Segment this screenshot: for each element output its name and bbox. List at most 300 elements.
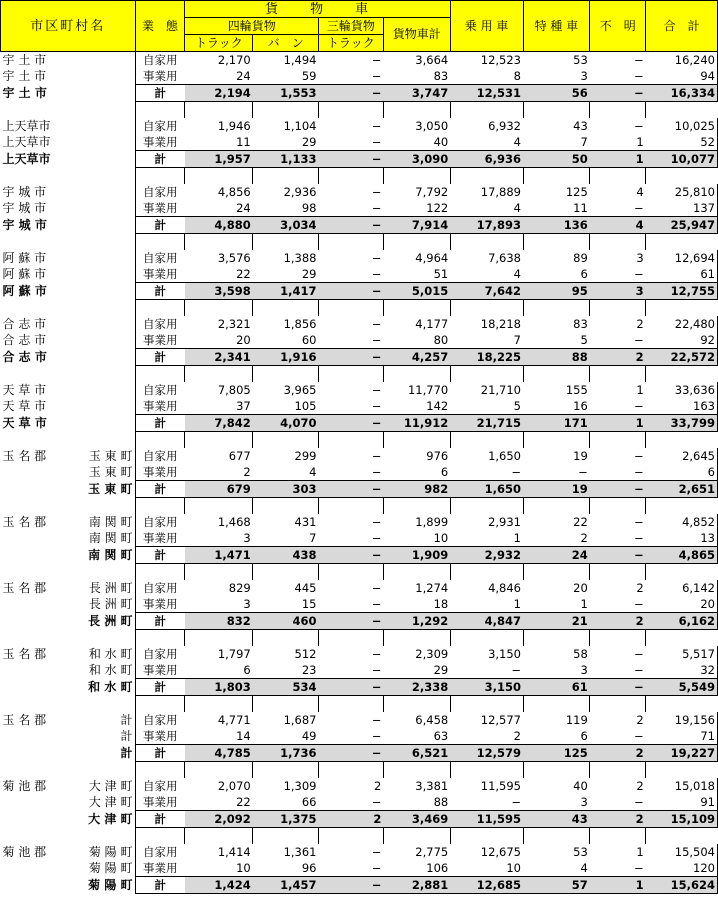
van-cell: 15: [301, 596, 317, 611]
truck-cell: 2,092: [185, 811, 253, 828]
spacer-cell: [450, 234, 523, 251]
three-wheel-truck-cell: −: [371, 382, 382, 397]
municipality-cell: [1, 547, 136, 564]
special-vehicles-cell: 2: [580, 530, 588, 545]
three-wheel-truck-cell: −: [371, 794, 382, 809]
municipality-name: 宇 土 市: [2, 68, 47, 83]
spacer-cell: [1, 102, 136, 119]
freight-total-cell: 11,770: [407, 382, 449, 397]
spacer-cell: [135, 630, 185, 647]
spacer-cell: [135, 432, 185, 449]
truck-cell: 10: [236, 860, 251, 875]
municipality-cell: [1, 217, 136, 234]
freight-total-cell: 2,775: [415, 844, 449, 859]
three-wheel-truck-cell: −: [371, 316, 382, 331]
spacer-cell: [135, 366, 185, 383]
special-vehicles-cell: 21: [523, 613, 590, 630]
unknown-cell: −: [634, 52, 644, 67]
municipality-name: 阿 蘇 市: [2, 250, 47, 265]
spacer-row: [1, 828, 718, 845]
passenger-cars-cell: 2: [513, 728, 521, 743]
unknown-cell: −: [634, 68, 644, 83]
total-cell: 6,162: [646, 613, 718, 630]
truck-cell: 832: [185, 613, 253, 630]
three-wheel-truck-cell: −: [319, 415, 384, 432]
special-vehicles-cell: 89: [573, 250, 588, 265]
table-row: [1, 580, 718, 596]
truck-cell: 1,957: [185, 151, 253, 168]
total-cell: 33,799: [646, 415, 718, 432]
municipality-name: 天 草 市: [2, 382, 47, 397]
special-vehicles-cell: 57: [523, 877, 590, 894]
spacer-cell: [253, 432, 319, 449]
spacer-cell: [1, 630, 136, 647]
spacer-cell: [383, 432, 450, 449]
unknown-cell: 4: [590, 217, 646, 234]
total-cell: 15,018: [646, 778, 718, 794]
spacer-cell: [135, 300, 185, 317]
total-cell: 5,517: [646, 646, 718, 662]
municipality-cell: [1, 85, 136, 102]
truck-cell: 3,598: [185, 283, 253, 300]
unknown-cell: −: [634, 398, 644, 413]
subtotal-row: [1, 811, 718, 828]
total-cell: 22,572: [646, 349, 718, 366]
passenger-cars-cell: 4,846: [488, 580, 521, 595]
truck-cell: 1,803: [185, 679, 253, 696]
business-type-cell: 計: [135, 415, 185, 432]
spacer-cell: [646, 102, 718, 119]
truck-cell: 677: [228, 448, 251, 463]
spacer-cell: [590, 630, 646, 647]
spacer-cell: [383, 366, 450, 383]
van-cell: 431: [294, 514, 317, 529]
three-wheel-truck-cell: −: [371, 596, 382, 611]
spacer-cell: [253, 630, 319, 647]
truck-cell: 37: [236, 398, 251, 413]
spacer-cell: [450, 630, 523, 647]
passenger-cars-cell: 11,595: [450, 811, 523, 828]
municipality-cell: [1, 613, 136, 630]
truck-cell: 829: [228, 580, 251, 595]
truck-cell: 679: [185, 481, 253, 498]
total-cell: 32: [646, 662, 718, 679]
spacer-cell: [523, 432, 590, 449]
municipality-cell: [1, 778, 136, 794]
total-cell: 10,025: [646, 118, 718, 134]
spacer-cell: [590, 432, 646, 449]
truck-cell: 1,414: [217, 844, 251, 859]
business-type-cell: 自家用: [135, 778, 185, 794]
total-cell: 20: [646, 596, 718, 613]
total-cell: 12,694: [646, 250, 718, 266]
total-cell: 120: [646, 860, 718, 877]
freight-total-cell: 3,747: [383, 85, 450, 102]
total-cell: 71: [646, 728, 718, 745]
passenger-cars-cell: 11,595: [480, 778, 521, 793]
total-cell: 22,480: [646, 316, 718, 332]
van-cell: 4,070: [253, 415, 319, 432]
municipality-cell: [1, 250, 136, 266]
special-vehicles-cell: 11: [573, 200, 588, 215]
municipality-name: 和 水 町: [88, 646, 133, 661]
truck-cell: 24: [236, 68, 251, 83]
spacer-cell: [253, 234, 319, 251]
van-cell: 59: [301, 68, 317, 83]
passenger-cars-cell: 17,893: [450, 217, 523, 234]
municipality-name: 長 洲 町: [88, 596, 133, 611]
special-vehicles-cell: 83: [573, 316, 588, 331]
spacer-cell: [590, 234, 646, 251]
spacer-cell: [253, 102, 319, 119]
table-row: [1, 266, 718, 283]
spacer-cell: [1, 498, 136, 515]
table-row: [1, 860, 718, 877]
business-type-cell: 自家用: [135, 316, 185, 332]
total-cell: 16,240: [646, 52, 718, 69]
total-cell: 15,504: [646, 844, 718, 860]
subtotal-row: [1, 151, 718, 168]
unknown-cell: 3: [590, 283, 646, 300]
business-type-cell: 事業用: [135, 728, 185, 745]
business-type-cell: 事業用: [135, 68, 185, 85]
freight-total-cell: 1,292: [383, 613, 450, 630]
business-type-cell: 計: [135, 217, 185, 234]
municipality-cell: [1, 382, 136, 398]
unknown-cell: 4: [636, 184, 644, 199]
special-vehicles-cell: 88: [523, 349, 590, 366]
table-row: [1, 448, 718, 464]
passenger-cars-cell: 17,889: [480, 184, 521, 199]
van-cell: 3,965: [283, 382, 317, 397]
total-cell: 163: [646, 398, 718, 415]
municipality-name: 和 水 町: [88, 679, 133, 694]
spacer-cell: [1, 234, 136, 251]
business-type-cell: 計: [135, 745, 185, 762]
subtotal-row: [1, 547, 718, 564]
special-vehicles-cell: 43: [523, 811, 590, 828]
freight-total-cell: 10: [433, 530, 449, 545]
municipality-name: 玉 東 町: [88, 448, 133, 463]
spacer-cell: [450, 366, 523, 383]
freight-total-cell: 40: [433, 134, 449, 149]
subtotal-row: [1, 415, 718, 432]
district-name: 玉 名 郡: [2, 448, 47, 463]
spacer-cell: [135, 102, 185, 119]
spacer-cell: [590, 102, 646, 119]
spacer-cell: [185, 762, 253, 779]
spacer-cell: [319, 168, 384, 185]
total-cell: 15,109: [646, 811, 718, 828]
spacer-cell: [319, 432, 384, 449]
passenger-cars-cell: 12,579: [450, 745, 523, 762]
freight-total-cell: 2,881: [383, 877, 450, 894]
spacer-cell: [253, 828, 319, 845]
municipality-cell: [1, 118, 136, 134]
passenger-cars-cell: 4: [513, 200, 521, 215]
truck-cell: 3: [243, 596, 251, 611]
spacer-cell: [185, 432, 253, 449]
special-vehicles-cell: 19: [573, 448, 588, 463]
municipality-name: 和 水 町: [88, 662, 133, 677]
spacer-cell: [450, 300, 523, 317]
municipality-name: 長 洲 町: [88, 613, 133, 628]
total-cell: 19,156: [646, 712, 718, 728]
municipality-cell: [1, 877, 136, 894]
unknown-cell: −: [634, 596, 644, 611]
municipality-name: 合 志 市: [2, 349, 47, 364]
freight-total-cell: 7,914: [383, 217, 450, 234]
spacer-cell: [185, 564, 253, 581]
truck-cell: 2,194: [185, 85, 253, 102]
special-vehicles-cell: 155: [565, 382, 588, 397]
municipality-name: 玉 東 町: [88, 464, 133, 479]
municipality-cell: [1, 415, 136, 432]
van-cell: 29: [301, 134, 317, 149]
van-cell: 98: [301, 200, 317, 215]
municipality-name: 合 志 市: [2, 316, 47, 331]
spacer-cell: [450, 432, 523, 449]
three-wheel-truck-cell: −: [371, 332, 382, 347]
van-cell: 1,388: [283, 250, 317, 265]
three-wheel-truck-cell: −: [319, 283, 384, 300]
special-vehicles-cell: 5: [580, 332, 588, 347]
total-cell: 16,334: [646, 85, 718, 102]
spacer-cell: [253, 564, 319, 581]
subtotal-row: [1, 679, 718, 696]
passenger-cars-cell: 1: [513, 596, 521, 611]
spacer-row: [1, 696, 718, 713]
business-type-cell: 自家用: [135, 52, 185, 69]
spacer-cell: [383, 564, 450, 581]
header-three-wheel-freight: 三輪貨物: [319, 18, 384, 35]
freight-total-cell: 4,257: [383, 349, 450, 366]
table-row: [1, 464, 718, 481]
spacer-cell: [590, 828, 646, 845]
special-vehicles-cell: 125: [565, 184, 588, 199]
table-row: [1, 200, 718, 217]
municipality-name: 天 草 市: [2, 398, 47, 413]
van-cell: 460: [253, 613, 319, 630]
three-wheel-truck-cell: −: [371, 712, 382, 727]
municipality-name: 菊 陽 町: [88, 860, 133, 875]
truck-cell: 22: [236, 266, 251, 281]
freight-total-cell: 106: [426, 860, 449, 875]
special-vehicles-cell: 4: [580, 860, 588, 875]
table-row: [1, 662, 718, 679]
passenger-cars-cell: 6,932: [488, 118, 521, 133]
freight-total-cell: 2,309: [415, 646, 449, 661]
spacer-cell: [1, 366, 136, 383]
unknown-cell: 2: [636, 580, 644, 595]
spacer-cell: [185, 300, 253, 317]
passenger-cars-cell: 3,150: [488, 646, 521, 661]
three-wheel-truck-cell: −: [371, 200, 382, 215]
van-cell: 105: [294, 398, 317, 413]
header-municipality: 市区町村名: [1, 1, 136, 52]
special-vehicles-cell: 171: [523, 415, 590, 432]
header-truck: トラック: [185, 35, 253, 52]
municipality-cell: [1, 646, 136, 662]
special-vehicles-cell: 24: [523, 547, 590, 564]
unknown-cell: −: [634, 118, 644, 133]
business-type-cell: 計: [135, 349, 185, 366]
unknown-cell: −: [634, 794, 644, 809]
spacer-cell: [383, 630, 450, 647]
three-wheel-truck-cell: −: [319, 481, 384, 498]
unknown-cell: 1: [636, 134, 644, 149]
special-vehicles-cell: 50: [523, 151, 590, 168]
total-cell: 2,651: [646, 481, 718, 498]
header-row-1: [1, 1, 718, 18]
municipality-cell: [1, 464, 136, 481]
passenger-cars-cell: 2,931: [488, 514, 521, 529]
unknown-cell: 2: [636, 778, 644, 793]
spacer-cell: [450, 498, 523, 515]
unknown-cell: −: [590, 85, 646, 102]
spacer-cell: [319, 828, 384, 845]
business-type-cell: 自家用: [135, 382, 185, 398]
municipality-cell: [1, 68, 136, 85]
spacer-cell: [383, 300, 450, 317]
table-row: [1, 52, 718, 69]
three-wheel-truck-cell: 2: [374, 778, 382, 793]
total-cell: 15,624: [646, 877, 718, 894]
spacer-cell: [1, 432, 136, 449]
special-vehicles-cell: 6: [580, 728, 588, 743]
district-name: 菊 池 郡: [2, 778, 47, 793]
truck-cell: 1,424: [185, 877, 253, 894]
passenger-cars-cell: 10: [506, 860, 521, 875]
special-vehicles-cell: 58: [573, 646, 588, 661]
business-type-cell: 自家用: [135, 250, 185, 266]
special-vehicles-cell: 22: [573, 514, 588, 529]
business-type-cell: 自家用: [135, 580, 185, 596]
spacer-row: [1, 762, 718, 779]
municipality-cell: [1, 481, 136, 498]
business-type-cell: 計: [135, 679, 185, 696]
van-cell: 1,687: [283, 712, 317, 727]
passenger-cars-cell: 6,936: [450, 151, 523, 168]
freight-total-cell: 51: [433, 266, 449, 281]
municipality-cell: [1, 184, 136, 200]
spacer-cell: [319, 300, 384, 317]
spacer-cell: [523, 828, 590, 845]
total-cell: 4,865: [646, 547, 718, 564]
truck-cell: 2: [243, 464, 251, 479]
spacer-cell: [319, 696, 384, 713]
unknown-cell: 2: [590, 349, 646, 366]
spacer-cell: [590, 168, 646, 185]
van-cell: 1,375: [253, 811, 319, 828]
spacer-row: [1, 432, 718, 449]
district-name: 玉 名 郡: [2, 514, 47, 529]
unknown-cell: −: [634, 464, 644, 479]
freight-total-cell: 6: [440, 464, 449, 479]
truck-cell: 3,576: [217, 250, 251, 265]
spacer-cell: [646, 498, 718, 515]
special-vehicles-cell: 125: [523, 745, 590, 762]
spacer-cell: [590, 564, 646, 581]
freight-total-cell: 63: [433, 728, 449, 743]
municipality-name: 大 津 町: [88, 811, 133, 826]
van-cell: 29: [301, 266, 317, 281]
three-wheel-truck-cell: −: [371, 728, 382, 743]
municipality-name: 長 洲 町: [88, 580, 133, 595]
unknown-cell: −: [634, 530, 644, 545]
subtotal-row: [1, 613, 718, 630]
freight-total-cell: 1,899: [415, 514, 449, 529]
three-wheel-truck-cell: −: [371, 52, 382, 67]
municipality-name: 宇 城 市: [2, 217, 47, 232]
freight-total-cell: 976: [426, 448, 449, 463]
truck-cell: 1,797: [217, 646, 251, 661]
passenger-cars-cell: 12,523: [480, 52, 521, 67]
truck-cell: 4,785: [185, 745, 253, 762]
total-cell: 137: [646, 200, 718, 217]
header-van: バ ン: [253, 35, 319, 52]
three-wheel-truck-cell: −: [319, 613, 384, 630]
spacer-cell: [135, 498, 185, 515]
special-vehicles-cell: 16: [573, 398, 588, 413]
unknown-cell: −: [634, 332, 644, 347]
spacer-cell: [1, 168, 136, 185]
unknown-cell: −: [634, 514, 644, 529]
special-vehicles-cell: 56: [523, 85, 590, 102]
total-cell: 33,636: [646, 382, 718, 398]
business-type-cell: 事業用: [135, 266, 185, 283]
spacer-cell: [450, 696, 523, 713]
municipality-cell: [1, 448, 136, 464]
unknown-cell: 1: [590, 151, 646, 168]
spacer-cell: [185, 234, 253, 251]
municipality-name: 大 津 町: [88, 794, 133, 809]
spacer-cell: [450, 762, 523, 779]
freight-total-cell: 4,964: [415, 250, 449, 265]
municipality-name: 大 津 町: [88, 778, 133, 793]
unknown-cell: 2: [590, 613, 646, 630]
freight-total-cell: 3,090: [383, 151, 450, 168]
van-cell: 1,736: [253, 745, 319, 762]
unknown-cell: 1: [636, 382, 644, 397]
three-wheel-truck-cell: −: [371, 134, 382, 149]
passenger-cars-cell: 7,638: [488, 250, 521, 265]
spacer-cell: [253, 498, 319, 515]
passenger-cars-cell: 18,225: [450, 349, 523, 366]
unknown-cell: −: [634, 266, 644, 281]
special-vehicles-cell: 43: [573, 118, 588, 133]
van-cell: 1,133: [253, 151, 319, 168]
business-type-cell: 事業用: [135, 596, 185, 613]
three-wheel-truck-cell: −: [371, 266, 382, 281]
three-wheel-truck-cell: −: [371, 844, 382, 859]
spacer-cell: [253, 366, 319, 383]
municipality-name: 菊 陽 町: [88, 877, 133, 892]
truck-cell: 2,321: [217, 316, 251, 331]
passenger-cars-cell: 21,715: [450, 415, 523, 432]
truck-cell: 4,880: [185, 217, 253, 234]
business-type-cell: 事業用: [135, 134, 185, 151]
municipality-name: 合 志 市: [2, 332, 47, 347]
three-wheel-truck-cell: −: [371, 250, 382, 265]
freight-total-cell: 4,177: [415, 316, 449, 331]
truck-cell: 2,170: [217, 52, 251, 67]
spacer-cell: [646, 630, 718, 647]
business-type-cell: 計: [135, 547, 185, 564]
spacer-cell: [319, 102, 384, 119]
spacer-cell: [135, 696, 185, 713]
unknown-cell: −: [634, 200, 644, 215]
